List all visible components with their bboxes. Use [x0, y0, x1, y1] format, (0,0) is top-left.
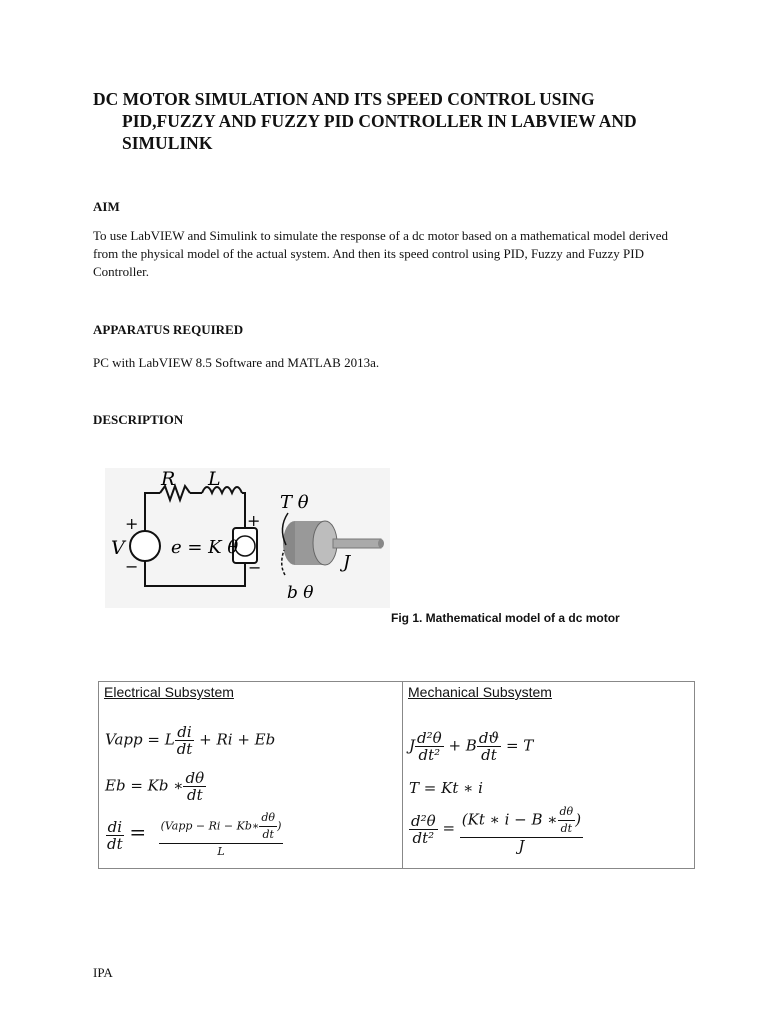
dc-motor-diagram [105, 468, 390, 608]
equation-eb: Eb = Kb ∗ $\frac{d\theta}{dt}$ [105, 769, 205, 804]
subsystem-equations-table [98, 681, 695, 869]
figure-caption: Fig 1. Mathematical model of a dc motor [391, 611, 620, 625]
document-title [93, 88, 693, 154]
footer-initials: IPA [93, 965, 113, 980]
aim-heading: AIM [93, 199, 120, 214]
electrical-heading: Electrical Subsystem [104, 684, 234, 700]
label-plus-source: + [125, 514, 139, 533]
description-heading: DESCRIPTION [93, 412, 184, 427]
apparatus-heading: APPARATUS REQUIRED [93, 322, 244, 337]
label-v: V [111, 537, 125, 559]
title-line-1: DC MOTOR SIMULATION AND ITS SPEED CONTROL USING [93, 89, 595, 109]
label-l: L [208, 468, 221, 490]
motor-shaft [333, 539, 381, 548]
label-j: J [343, 552, 351, 573]
label-r: R [161, 468, 176, 490]
aim-text: To use LabVIEW and Simulink to simulate the response of a dc motor based on a mathematical model derived from the physical model of the actual system. And then its speed control using PID, Fuzzy and Fuzzy PID Controller. [93, 228, 669, 279]
title-line-2: PID,FUZZY AND FUZZY PID CONTROLLER IN LABVIEW AND [122, 111, 637, 131]
label-torque: T θ [280, 492, 309, 513]
electrical-cell [99, 682, 403, 869]
mechanical-cell [403, 682, 695, 869]
label-minus-motor: − [248, 558, 262, 577]
equation-angular-accel: $\frac{\text{d²θ}}{\text{dt²}}$ = (Kt ∗ i − B ∗ $\frac{d\theta}{dt}$ ) J [411, 805, 582, 855]
title-line-3: SIMULINK [122, 133, 213, 153]
equation-torque-balance: J $\frac{\text{d²θ}}{\text{dt²}}$ + B $\frac{dϑ}{dt}$ = T [409, 729, 534, 764]
label-emf: e = K θ [171, 537, 239, 558]
mechanical-heading: Mechanical Subsystem [408, 684, 552, 700]
equation-vapp: Vapp = L $\frac{di}{dt}$ + Ri + Eb [105, 723, 276, 758]
equation-di-dt: $\frac{di}{dt}$ = (Vapp − Ri − Kb∗ $\frac{d\theta}{dt}$ ) L [107, 811, 282, 858]
label-minus-source: − [125, 557, 139, 576]
apparatus-text: PC with LabVIEW 8.5 Software and MATLAB 2013a. [93, 355, 380, 370]
equation-torque: T = Kt ∗ i [409, 779, 483, 797]
label-b: b θ [287, 583, 314, 603]
label-plus-motor: + [247, 511, 261, 530]
